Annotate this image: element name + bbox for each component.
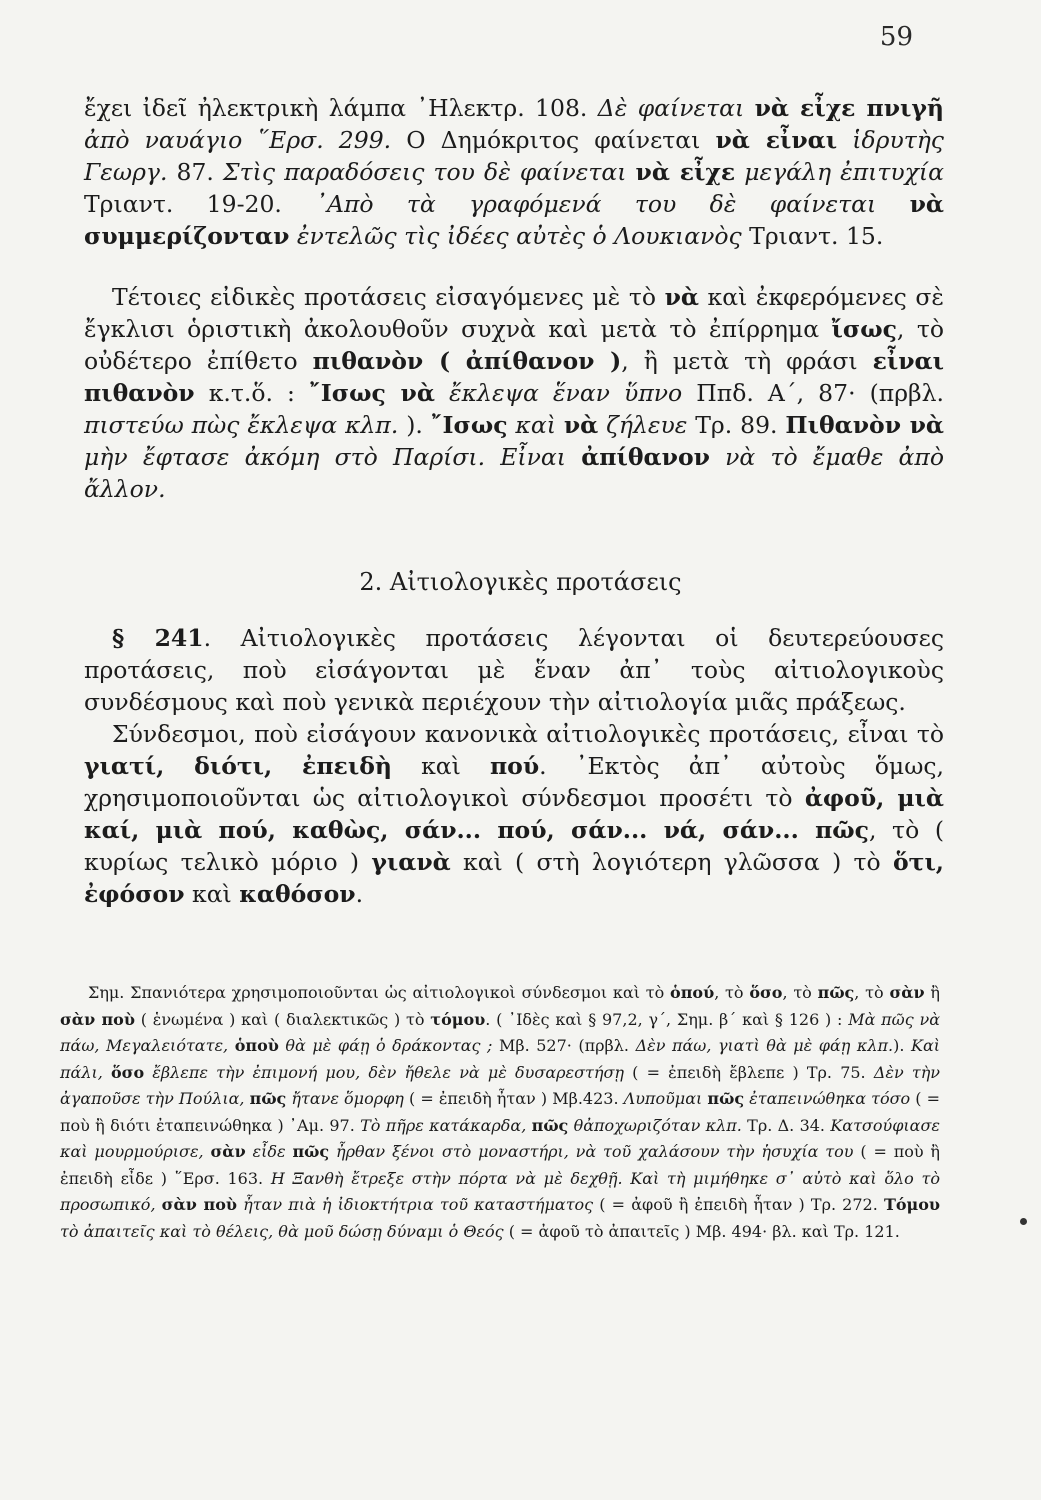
example-text: ἦταν πιὰ ἡ ἰδιοκτήτρια τοῦ καταστήματος bbox=[236, 1195, 594, 1214]
text-run: ). bbox=[893, 1036, 911, 1055]
keyword: τόμου bbox=[430, 1009, 486, 1029]
example-text: ἦρθαν ξένοι στὸ μοναστήρι, νὰ τοῦ χαλάσουν τὴν ἡσυχία του bbox=[329, 1142, 854, 1161]
example-text: ᾿Απὸ τὰ γραφόμενά του δὲ φαίνεται bbox=[315, 190, 910, 218]
example-text: Δὲν πάω, γιατὶ θὰ μὲ φάῃ κλπ. bbox=[635, 1036, 894, 1055]
keyword: πῶς bbox=[292, 1142, 330, 1161]
example-text: Η Ξανθὴ ἔτρεξε στὴν πόρτα νὰ μὲ δεχθῇ. Καὶ τὴ μιμήθηκε σ᾿ αὐτὸ καὶ ὅλο τὸ προσωπικό, bbox=[60, 1168, 940, 1214]
keyword: ἴσως bbox=[831, 315, 897, 343]
keyword: νὰ εἶναι bbox=[715, 126, 838, 154]
example-text: θἀποχωριζόταν κλπ. bbox=[568, 1115, 742, 1135]
text-run: . ( ᾿Ιδὲς καὶ § 97,2, γ΄, Σημ. β΄ καὶ § 126 ) : bbox=[485, 1009, 849, 1029]
keyword: σὰν bbox=[210, 1142, 246, 1161]
footnote-block bbox=[60, 980, 940, 1245]
example-text: ζήλευε bbox=[598, 411, 688, 439]
text-run: καὶ bbox=[391, 752, 490, 780]
ink-dot bbox=[1020, 1218, 1027, 1225]
keyword: ῎Ισως bbox=[430, 411, 508, 439]
example-text: ἀπὸ ναυάγιο ῞Ερσ. 299. bbox=[84, 126, 407, 154]
page-number: 59 bbox=[879, 22, 913, 52]
example-text: μεγάλη ἐπιτυχία bbox=[735, 158, 945, 186]
keyword: εἶναι πιθανὸν bbox=[84, 347, 944, 407]
keyword: πῶς bbox=[249, 1089, 287, 1108]
keyword: πού bbox=[489, 752, 540, 780]
text-run: ( = ποὺ ἢ διότι ἐταπεινώθηκα ) ᾿Αμ. 97. bbox=[60, 1089, 941, 1135]
example-text: τὸ ἀπαιτεῖς καὶ τὸ θέλεις, θὰ μοῦ δώσῃ δύναμι ὁ Θεός bbox=[60, 1221, 504, 1241]
keyword: σὰν bbox=[889, 983, 925, 1002]
text-run: Σπανιότερα χρησιμοποιοῦνται ὡς αἰτιολογικοὶ σύνδεσμοι καὶ τὸ bbox=[124, 983, 671, 1002]
keyword: Τόμου bbox=[883, 1195, 941, 1214]
text-run: ( = ἐπειδὴ ἔβλεπε ) Τρ. 75. bbox=[624, 1062, 874, 1082]
text-run: Ο Δημόκριτος φαίνεται bbox=[406, 126, 716, 154]
section-title: 2. Αἰτιολογικὲς προτάσεις bbox=[359, 568, 682, 596]
text-run: Τέτοιες εἰδικὲς προτάσεις εἰσαγόμενες μὲ τὸ bbox=[112, 283, 665, 311]
example-text: Εἶναι bbox=[500, 443, 582, 471]
text-run: καὶ ἐκφερόμενες σὲ ἔγκλισι ὁριστικὴ ἀκολουθοῦν συχνὰ καὶ μετὰ τὸ ἐπίρρημα bbox=[84, 283, 945, 343]
keyword: ῎Ισως νὰ bbox=[309, 379, 435, 407]
example-text: ἔβλεπε τὴν ἐπιμονή μου, δὲν ἤθελε νὰ μὲ δυσαρεστήσῃ bbox=[144, 1062, 624, 1082]
keyword: ὅσο bbox=[749, 983, 783, 1002]
keyword: νὰ εἶχε bbox=[635, 158, 736, 186]
example-text: Λυποῦμαι bbox=[623, 1089, 708, 1108]
keyword: ὁπού bbox=[670, 983, 715, 1002]
keyword: νὰ bbox=[563, 411, 599, 439]
text-run: 87. bbox=[176, 158, 224, 186]
text-run: Μβ. 527· (πρβλ. bbox=[492, 1036, 636, 1055]
text-run: ἢ bbox=[924, 983, 941, 1002]
example-text: ἱδρυτὴς Γεωργ. bbox=[84, 126, 944, 186]
text-run: , τὸ bbox=[782, 983, 818, 1002]
example-text: Μὰ πῶς νὰ πάω, Μεγαλειότατε, bbox=[60, 1009, 940, 1055]
keyword: νὰ bbox=[664, 283, 699, 311]
keyword: καθόσον bbox=[239, 880, 356, 908]
text-run: ( = ποὺ ἢ ἐπειδὴ εἶδε ) ῞Ερσ. 163. bbox=[60, 1142, 941, 1188]
example-text: ἐταπεινώθηκα τόσο bbox=[744, 1089, 911, 1108]
example-text: Δὲ φαίνεται bbox=[597, 94, 755, 122]
example-text: πιστεύω πὼς ἔκλεψα κλπ. bbox=[84, 411, 407, 439]
example-text: Δὲν τὴν ἀγαποῦσε τὴν Πούλια, bbox=[60, 1062, 941, 1108]
text-run: ( = ἀφοῦ ἢ ἐπειδὴ ἦταν ) Τρ. 272. bbox=[593, 1195, 884, 1214]
keyword: πῶς bbox=[531, 1115, 569, 1135]
text-run: Τρ. 89. bbox=[687, 411, 786, 439]
example-text: καὶ bbox=[507, 411, 564, 439]
section-number: § 241 bbox=[112, 624, 204, 652]
keyword: γιατί, διότι, ἐπειδὴ bbox=[84, 752, 392, 780]
example-text: νὰ τὸ ἔμαθε ἀπὸ ἄλλον. bbox=[84, 443, 944, 503]
example-text: θὰ μὲ φάῃ ὁ δράκοντας ; bbox=[278, 1036, 493, 1055]
text-run: Σύνδεσμοι, ποὺ εἰσάγουν κανονικὰ αἰτιολογικὲς προτάσεις, εἶναι τὸ bbox=[112, 720, 944, 748]
text-run: , τὸ οὐδέτερο ἐπίθετο bbox=[84, 315, 944, 375]
keyword: νὰ εἶχε bbox=[754, 94, 856, 122]
keyword: ὁποὺ bbox=[234, 1036, 279, 1055]
text-run: , τὸ bbox=[714, 983, 750, 1002]
text-run: ( ἑνωμένα ) καὶ ( διαλεκτικῶς ) τὸ bbox=[134, 1009, 431, 1029]
keyword: πῶς bbox=[707, 1089, 745, 1108]
example-text: Κατσούφιασε καὶ μουρμούρισε, bbox=[60, 1115, 940, 1161]
example-text: ἤτανε ὅμορφη bbox=[286, 1089, 404, 1108]
example-text: εἶδε bbox=[245, 1142, 293, 1161]
text-run: κ.τ.ὅ. : bbox=[194, 379, 310, 407]
example-text: Καὶ πάλι, bbox=[60, 1036, 941, 1082]
text-run: . bbox=[355, 880, 364, 908]
example-text: μὴν ἔφτασε ἀκόμη στὸ Παρίσι. bbox=[84, 443, 501, 471]
text-run: καὶ bbox=[184, 880, 240, 908]
paragraph-definition bbox=[84, 622, 944, 910]
keyword: γιανὰ bbox=[371, 848, 451, 876]
example-text: Τὸ πῆρε κατάκαρδα, bbox=[360, 1115, 532, 1135]
text-run: Ππδ. Α΄, 87· (πρβλ. bbox=[682, 379, 945, 407]
keyword: νὰ συμμερίζονταν bbox=[84, 190, 944, 250]
note-label: Σημ. bbox=[88, 983, 125, 1002]
text-run: , τὸ bbox=[854, 983, 890, 1002]
keyword: Πιθανὸν νὰ bbox=[785, 411, 945, 439]
paragraph-examples bbox=[84, 92, 944, 252]
example-text: ἔκλεψα ἕναν ὕπνο bbox=[434, 379, 683, 407]
paragraph-conjunctions bbox=[84, 718, 944, 910]
text-run: ). bbox=[406, 411, 431, 439]
keyword: ἀπίθανον bbox=[581, 443, 710, 471]
text-run: ( = ἀφοῦ τὸ ἀπαιτεῖς ) Μβ. 494· βλ. καὶ Τρ. 121. bbox=[503, 1221, 900, 1241]
keyword: σὰν ποὺ bbox=[60, 1009, 135, 1029]
keyword: ἀφοῦ, μιὰ καί, μιὰ πού, καθὼς, σάν... πού, σάν... νά, σάν... πῶς bbox=[84, 784, 944, 844]
example-text: πνιγῆ bbox=[855, 94, 944, 122]
text-run: Τριαντ. 15. bbox=[741, 222, 884, 250]
text-run: . Αἰτιολογικὲς προτάσεις λέγονται οἱ δευτερεύουσες προτάσεις, ποὺ εἰσάγονται μὲ ἕναν ἀπ᾿ τοὺς αἰτιολογικοὺς συνδέσμους καὶ ποὺ γενικὰ περιέχουν τὴν αἰτιολογία μιᾶς πράξεως. bbox=[84, 624, 944, 716]
example-text: Στὶς παραδόσεις του δὲ φαίνεται bbox=[223, 158, 636, 186]
keyword: πιθανὸν ( ἀπίθανον ) bbox=[312, 347, 622, 375]
keyword: σὰν ποὺ bbox=[161, 1195, 237, 1214]
keyword: ὅτι, ἐφόσον bbox=[84, 848, 944, 908]
example-text: ἐντελῶς τὶς ἰδέες αὐτὲς ὁ Λουκιανὸς bbox=[289, 222, 742, 250]
paragraph-isos bbox=[84, 281, 944, 505]
text-run: ἔχει ἰδεῖ ἠλεκτρικὴ λάμπα ᾿Ηλεκτρ. 108. bbox=[84, 94, 598, 122]
keyword: πῶς bbox=[817, 983, 855, 1002]
text-run: , ἢ μετὰ τὴ φράσι bbox=[621, 347, 873, 375]
keyword: ὅσο bbox=[111, 1062, 145, 1082]
text-run: καὶ ( στὴ λογιότερη γλῶσσα ) τὸ bbox=[450, 848, 893, 876]
text-run: Τρ. Δ. 34. bbox=[741, 1115, 831, 1135]
text-run: ( = ἐπειδὴ ἦταν ) Μβ.423. bbox=[403, 1089, 624, 1108]
text-run: . ᾿Εκτὸς ἀπ᾿ αὐτοὺς ὅμως, χρησιμοποιοῦνται ὡς αἰτιολογικοὶ σύνδεσμοι προσέτι τὸ bbox=[84, 752, 944, 812]
text-run: Τριαντ. 19-20. bbox=[84, 190, 316, 218]
text-run: , τὸ ( κυρίως τελικὸ μόριο ) bbox=[84, 816, 944, 876]
